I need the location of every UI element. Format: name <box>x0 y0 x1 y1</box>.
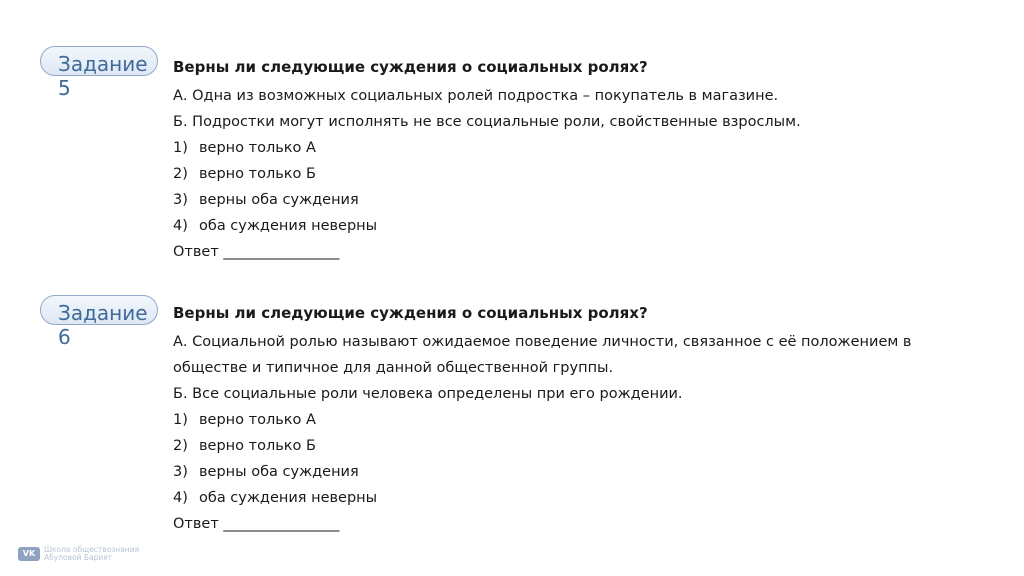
option-text: верно только Б <box>199 438 316 454</box>
option-text: оба суждения неверны <box>199 490 378 506</box>
option-number: 4) <box>173 218 188 234</box>
task-6-question-title: Верны ли следующие суждения о социальных ролях? <box>173 304 648 322</box>
option-text: верны оба суждения <box>199 192 359 208</box>
footer-text <box>44 546 139 562</box>
task-5-block <box>173 57 1003 265</box>
task-5-badge-label: Задание 5 <box>58 52 148 100</box>
option-number: 4) <box>173 490 188 506</box>
task-6-option-1[interactable] <box>173 407 1003 433</box>
option-number: 2) <box>173 166 188 182</box>
task-6-statement-a-line2: обществе и типичное для данной общественной группы. <box>173 360 614 376</box>
task-6-option-4[interactable] <box>173 485 1003 511</box>
option-number: 3) <box>173 192 188 208</box>
task-5-option-3[interactable] <box>173 187 1003 213</box>
option-text: оба суждения неверны <box>199 218 378 234</box>
task-5-statement-b: Б. Подростки могут исполнять не все социальные роли, свойственные взрослым. <box>173 114 801 130</box>
option-text: верны оба суждения <box>199 464 359 480</box>
task-5-option-4[interactable] <box>173 213 1003 239</box>
task-5-question-title: Верны ли следующие суждения о социальных ролях? <box>173 58 648 76</box>
task-5-answer-line[interactable]: Ответ ________________ <box>173 244 340 260</box>
task-6-block <box>173 303 1003 537</box>
option-text: верно только Б <box>199 166 316 182</box>
task-5-option-1[interactable] <box>173 135 1003 161</box>
task-6-statement-a-line1: А. Социальной ролью называют ожидаемое поведение личности, связанное с её положением в <box>173 334 912 350</box>
footer-line-2: Абуловой Барият <box>44 553 113 562</box>
task-6-statement-b: Б. Все социальные роли человека определены при его рождении. <box>173 386 683 402</box>
task-6-badge-label: Задание 6 <box>58 301 148 349</box>
task-6-answer-line[interactable]: Ответ ________________ <box>173 516 340 532</box>
vk-logo-icon: VK <box>18 547 40 561</box>
footer-watermark <box>18 546 139 562</box>
option-number: 2) <box>173 438 188 454</box>
task-6-option-2[interactable] <box>173 433 1003 459</box>
task-5-statement-a: А. Одна из возможных социальных ролей подростка – покупатель в магазине. <box>173 88 779 104</box>
option-number: 3) <box>173 464 188 480</box>
option-number: 1) <box>173 140 188 156</box>
footer-line-1: Школа обществознания <box>44 545 140 554</box>
option-text: верно только А <box>199 412 316 428</box>
option-text: верно только А <box>199 140 316 156</box>
task-5-option-2[interactable] <box>173 161 1003 187</box>
task-6-option-3[interactable] <box>173 459 1003 485</box>
option-number: 1) <box>173 412 188 428</box>
